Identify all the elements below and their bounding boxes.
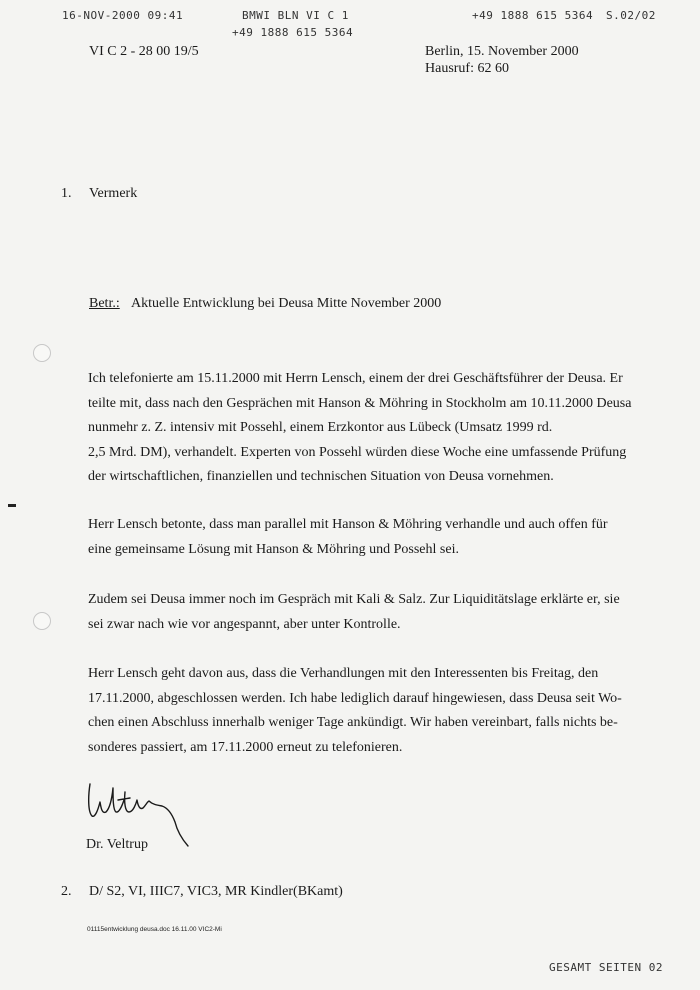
distribution-list: D/ S2, VI, IIIC7, VIC3, MR Kindler(BKamt) — [89, 884, 343, 899]
subject-label: Betr.: — [89, 296, 120, 311]
extension: Hausruf: 62 60 — [425, 61, 509, 76]
fax-number: +49 1888 615 5364 — [472, 9, 594, 22]
fax-page-indicator: S.02/02 — [606, 9, 656, 22]
fax-datetime: 16-NOV-2000 09:41 — [62, 9, 184, 22]
fax-total-pages: GESAMT SEITEN 02 — [549, 961, 663, 974]
body-paragraph-3: Zudem sei Deusa immer noch im Gespräch mit Kali & Salz. Zur Liquiditätslage erklärte er, sie sei zwar nach wie vor angespannt, aber unter Kontrolle. — [88, 592, 620, 632]
fax-sub-number: +49 1888 615 5364 — [232, 26, 354, 39]
file-footer: 01115entwicklung deusa.doc 16.11.00 VIC2-Mi — [87, 926, 222, 933]
place-date: Berlin, 15. November 2000 — [425, 44, 579, 59]
body-paragraph-1: Ich telefonierte am 15.11.2000 mit Herrn Lensch, einem der drei Geschäftsführer der Deusa. Er teilte mit, dass nach den Gesprächen mit Hanson & Möhring in Stockholm am 10.11.2000 Deusa nunmehr z. Z. intensiv mit Possehl, einem Erzkontor aus Lübeck (Umsatz 1999 rd. 2,5 Mrd. DM), verhandelt. Experten von Possehl würden diese Woche eine umfassende Prüfung der wirtschaftlichen, finanziellen und technischen Situation von Deusa vornehmen. — [88, 371, 632, 484]
margin-mark — [8, 504, 16, 507]
file-reference: VI C 2 - 28 00 19/5 — [89, 44, 199, 59]
punch-hole-bottom — [33, 612, 51, 630]
body-paragraph-4: Herr Lensch geht davon aus, dass die Verhandlungen mit den Interessenten bis Freitag, den 17.11.2000, abgeschlossen werden. Ich habe lediglich darauf hingewiesen, dass Deusa seit Wo- chen einen Abschluss innerhalb weniger Tage ankündigt. Wir haben vereinbart, falls nichts be- sonderes passiert, am 17.11.2000 erneut zu telefonieren. — [88, 666, 622, 755]
fax-sender-id: BMWI BLN VI C 1 — [242, 9, 349, 22]
punch-hole-top — [33, 344, 51, 362]
section-number-1: 1. — [61, 186, 72, 201]
section-title: Vermerk — [89, 186, 138, 201]
signer-name: Dr. Veltrup — [86, 837, 148, 852]
body-paragraph-2: Herr Lensch betonte, dass man parallel mit Hanson & Möhring verhandle und auch offen für eine gemeinsame Lösung mit Hanson & Möhring und Possehl sei. — [88, 517, 608, 557]
section-number-2: 2. — [61, 884, 72, 899]
subject-text: Aktuelle Entwicklung bei Deusa Mitte November 2000 — [131, 296, 442, 311]
